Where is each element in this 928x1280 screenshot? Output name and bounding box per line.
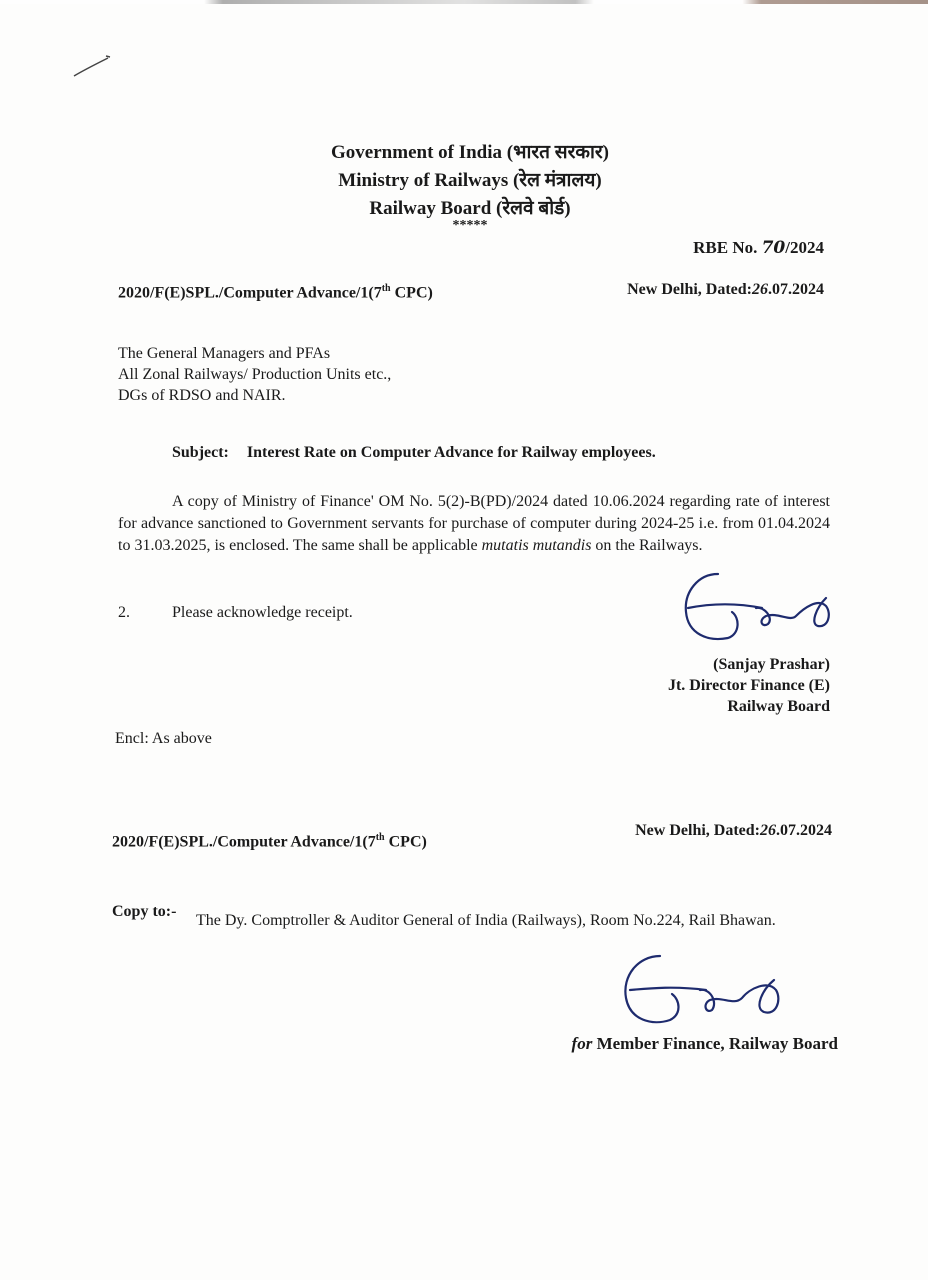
addressee-line: The General Managers and PFAs bbox=[118, 345, 331, 362]
file-reference: 2020/F(E)SPL./Computer Advance/1(7th CPC) bbox=[118, 283, 433, 302]
addressee-line: All Zonal Railways/ Production Units etc., bbox=[118, 366, 392, 383]
header-line-2: Ministry of Railways (रेल मंत्रालय) bbox=[338, 170, 602, 191]
signature-1 bbox=[678, 568, 848, 652]
copy-label: Copy to:- bbox=[112, 903, 177, 920]
header-line-1: Government of India (भारत सरकार) bbox=[331, 142, 609, 163]
header-line-3: Railway Board (रेलवे बोर्ड) bbox=[369, 198, 571, 219]
body-paragraph-2: 2. Please acknowledge receipt. bbox=[118, 604, 353, 621]
date-line: New Delhi, Dated:26.07.2024 bbox=[627, 281, 824, 298]
addressee-line: DGs of RDSO and NAIR. bbox=[118, 387, 286, 404]
scan-edge bbox=[0, 0, 928, 4]
rbe-number: RBE No. 70/2024 bbox=[693, 238, 824, 258]
subject-label: Subject: bbox=[172, 444, 229, 461]
body-paragraph-1: A copy of Ministry of Finance' OM No. 5(2)-B(PD)/2024 dated 10.06.2024 regarding rate of interest for advance sanctioned to Government servants for purchase of computer during 2024-25 i.e. from 01.04.2024 to 31.03.2025, is enclosed. The same shall be applicable mutatis mutandis on the Railways. bbox=[118, 493, 830, 554]
signatory-designation: Jt. Director Finance (E) bbox=[667, 677, 830, 694]
date-line-2: New Delhi, Dated:26.07.2024 bbox=[635, 822, 832, 839]
for-member-finance: for Member Finance, Railway Board bbox=[571, 1034, 838, 1053]
subject-line bbox=[172, 444, 656, 462]
enclosure: Encl: As above bbox=[115, 730, 212, 747]
addressee-block bbox=[118, 343, 391, 406]
signatory-office: Railway Board bbox=[727, 698, 830, 715]
signatory-block bbox=[668, 654, 830, 717]
subject-text: Interest Rate on Computer Advance for Railway employees. bbox=[246, 444, 656, 461]
pen-mark bbox=[70, 52, 115, 80]
header-stars: ***** bbox=[452, 218, 488, 233]
copy-text: The Dy. Comptroller & Auditor General of India (Railways), Room No.224, Rail Bhawan. bbox=[196, 912, 776, 929]
signatory-name: (Sanjay Prashar) bbox=[713, 656, 830, 673]
file-reference-2: 2020/F(E)SPL./Computer Advance/1(7th CPC) bbox=[112, 832, 427, 851]
signature-2 bbox=[618, 950, 798, 1032]
